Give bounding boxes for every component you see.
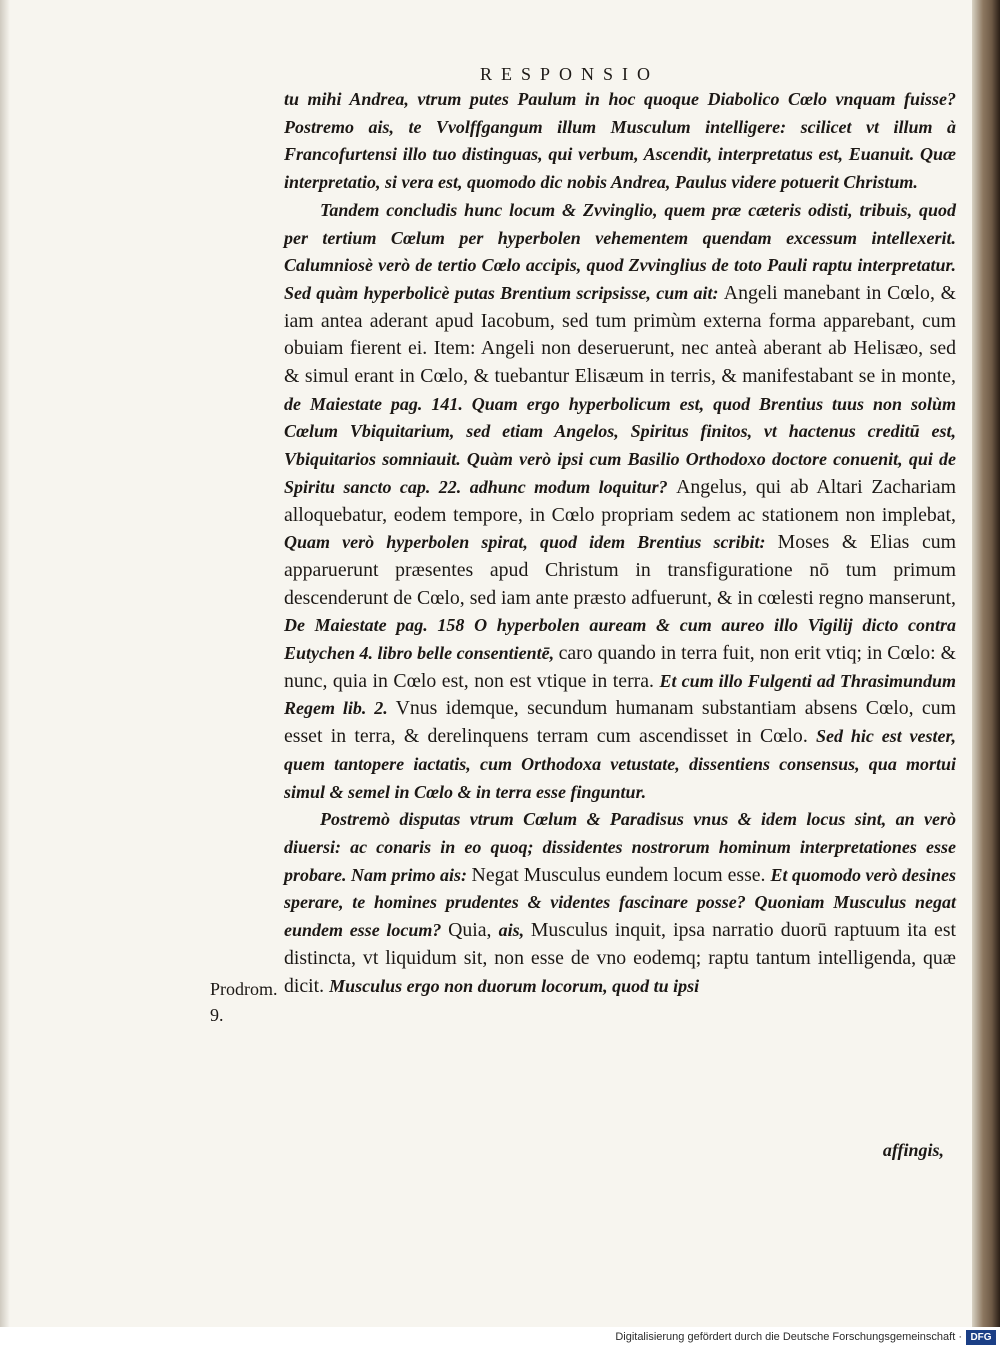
- margin-note-line: Prodrom.: [210, 979, 278, 999]
- paragraph-2: [284, 197, 956, 806]
- margin-note-line: 9.: [210, 1005, 224, 1025]
- text-run: Musculus ergo non duorum locorum, quod tu ipsi: [329, 975, 700, 996]
- text-run: Angeli manebant in Cœlo, & iam antea aderant apud Iacobum, sed tum primùm externa forma apparebant, cum obuiam fierent ei. Item: Angeli non deseruerunt, nec anteà aberant ab Helisæo, sed & simul erant in Cœlo, & tuebantur Elisæum in terris, & manifestabant se in monte,: [284, 281, 956, 388]
- text-run: Moses & Elias cum apparuerunt præsentes apud Christum in transfiguratione nō tum primum descenderunt de Cœlo, sed iam ante præsto adfuerunt, & in cœlesti regno manserunt,: [284, 531, 956, 609]
- text-run: Tandem concludis hunc locum & Zvvinglio, quem præ cæteris odisti, tribuis, quod per tertium Cœlum per hyperbolen vehementem quendam excessum intellexerit. Calumniosè verò de tertio Cœlo accipis, quod Zvvinglius de toto Pauli raptu interpretatur. Sed quàm hyperbolicè putas Brentium scripsisse, cum ait:: [284, 199, 956, 303]
- running-head: RESPONSIO: [480, 64, 660, 84]
- text-run: Musculus inquit, ipsa narratio duorū raptuum ita est distincta, vt liquidum sit, non esse de vno eodemq; raptu tantum intelligenda, quæ dicit.: [284, 919, 957, 997]
- paragraph-3: [284, 806, 956, 1000]
- text-run: Quam verò hyperbolen spirat, quod idem Brentius scribit:: [284, 532, 778, 553]
- text-run: Et quomodo verò desines sperare, te homines prudentes & videntes fascinare posse? Quoniam Musculus negat eundem esse locum?: [284, 864, 956, 941]
- book-edge: [972, 0, 1000, 1327]
- text-run: de Maiestate pag. 141. Quam ergo hyperbolicum est, quod Brentius tuus non solùm Cœlum Vbiquitarium, sed etiam Angelos, Spiritus finitos, vt hactenus creditū est, Vbiquitarios somniauit. Quàm verò ipsi cum Basilio Orthodoxo doctore conuenit, qui de Spiritu sancto cap. 22. adhunc modum loquitur?: [284, 393, 956, 497]
- text-run: Et cum illo Fulgenti ad Thrasimundum Regem lib. 2.: [284, 670, 956, 719]
- text-run: Quia,: [448, 919, 499, 942]
- footer-bar: [0, 1327, 1000, 1350]
- text-run: De Maiestate pag. 158 O hyperbolen auream & cum aureo illo Vigilij dicto contra Eutychen 4. libro belle consentientē,: [284, 615, 956, 664]
- text-run: Postremò disputas vtrum Cœlum & Paradisus vnus & idem locus sint, an verò diuersi: ac conaris in eo quoq; dissidentes nostrorum hominum interpretationes esse probare. Nam primo ais:: [284, 809, 956, 885]
- catchword: affingis,: [882, 1140, 944, 1160]
- text-run: Negat Musculus eundem locum esse.: [471, 863, 771, 886]
- gutter-shadow: [0, 0, 10, 1327]
- dfg-logo-icon: DFG: [966, 1330, 996, 1345]
- text-run: caro quando in terra fuit, non erit vtiq; in Cœlo: & nunc, quia in Cœlo est, non est vtique in terra.: [284, 642, 956, 692]
- paragraph-1: [284, 86, 956, 197]
- text-run: Angelus, qui ab Altari Zachariam alloquebatur, eodem tempore, in Cœlo propriam sedem ac stationem non implebat,: [284, 475, 956, 526]
- body-text: [284, 86, 956, 1000]
- margin-note: [210, 976, 278, 1028]
- text-run: Vnus idemque, secundum humanam substantiam absens Cœlo, cum esset in terra, & derelinquens terram cum ascendisset in Cœlo.: [284, 697, 956, 748]
- text-run: ais,: [498, 920, 531, 941]
- text-run: tu mihi Andrea, vtrum putes Paulum in hoc quoque Diabolico Cœlo vnquam fuisse? Postremo ais, te Vvolffgangum illum Musculum intelligere: scilicet vt illum à Francofurtensi illo tuo distinguas, qui verbum, Ascendit, interpretatus est, Euanuit. Quæ interpretatio, si vera est, quomodo dic nobis Andrea, Paulus videre potuerit Christum.: [284, 89, 956, 193]
- text-run: Sed hic est vester, quem tantopere iactatis, cum Orthodoxa vetustate, dissentiens consensus, qua mortui simul & semel in Cœlo & in terra esse finguntur.: [284, 726, 957, 802]
- funding-credit: Digitalisierung gefördert durch die Deutsche Forschungsgemeinschaft ·: [615, 1331, 962, 1343]
